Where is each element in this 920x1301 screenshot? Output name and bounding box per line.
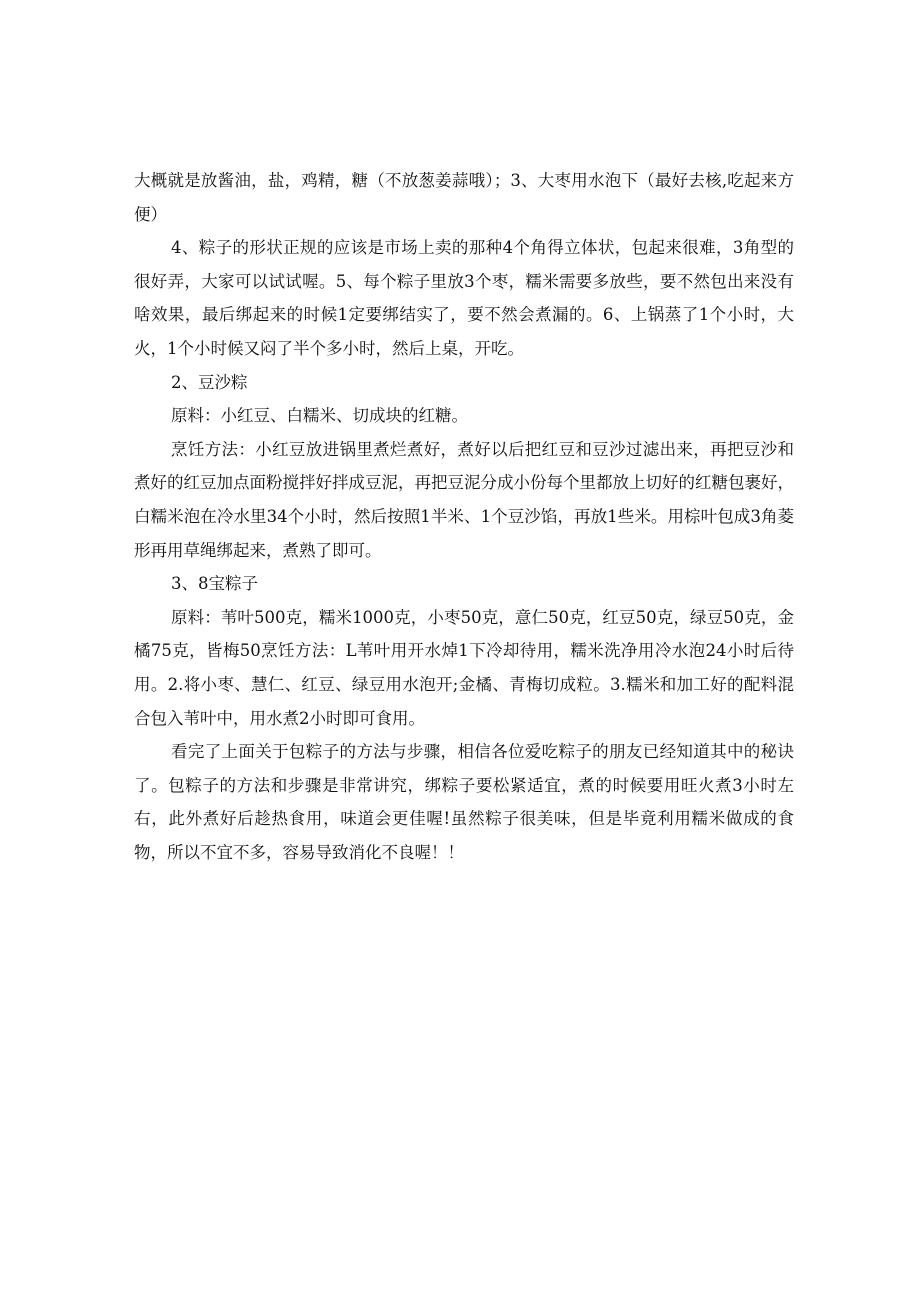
paragraph-steps-shape: 4、粽子的形状正规的应该是市场上卖的那种4个角得立体状，包起来很难，3角型的很好弄，大家可以试试喔。5、每个粽子里放3个枣，糯米需要多放些，要不然包出来没有啥效果，最后绑起来的时候1定要绑结实了，要不然会煮漏的。6、上锅蒸了1个小时，大火，1个小时候又闷了半个多小时，然后上桌，开吃。 [134, 238, 794, 358]
paragraph-conclusion: 看完了上面关于包粽子的方法与步骤，相信各位爱吃粽子的朋友已经知道其中的秘诀了。包粽子的方法和步骤是非常讲究，绑粽子要松紧适宜，煮的时候要用旺火煮3小时左右，此外煮好后趁热食用，味道会更佳喔!虽然粽子很美味，但是毕竟利用糯米做成的食物，所以不宜不多，容易导致消化不良喔！！ [134, 742, 794, 862]
paragraph-bean-paste-method: 烹饪方法：小红豆放进锅里煮烂煮好，煮好以后把红豆和豆沙过滤出来，再把豆沙和煮好的红豆加点面粉搅拌好拌成豆泥，再把豆泥分成小份每个里都放上切好的红糖包裹好，白糯米泡在冷水里34个小时，然后按照1半米、1个豆沙馅，再放1些米。用棕叶包成3角菱形再用草绳绑起来，煮熟了即可。 [134, 439, 794, 560]
document-page [134, 164, 794, 869]
section-heading-bean-paste: 2、豆沙粽 [171, 372, 248, 392]
paragraph-bean-paste-ingredients: 原料：小红豆、白糯米、切成块的红糖。 [171, 406, 468, 426]
section-heading-eight-treasure: 3、8宝粽子 [171, 574, 258, 594]
paragraph-intro-seasoning: 大概就是放酱油，盐，鸡精，糖（不放葱姜蒜哦）；3、大枣用水泡下（最好去核,吃起来方便） [134, 171, 794, 224]
paragraph-eight-treasure-recipe: 原料：苇叶500克，糯米1000克，小枣50克，意仁50克，红豆50克，绿豆50克，金橘75克，皆梅50烹饪方法：L苇叶用开水焯1下冷却待用，糯米洗净用冷水泡24小时后待用。2.将小枣、慧仁、红豆、绿豆用水泡开;金橘、青梅切成粒。3.糯米和加工好的配料混合包入苇叶中，用水煮2小时即可食用。 [134, 607, 794, 728]
